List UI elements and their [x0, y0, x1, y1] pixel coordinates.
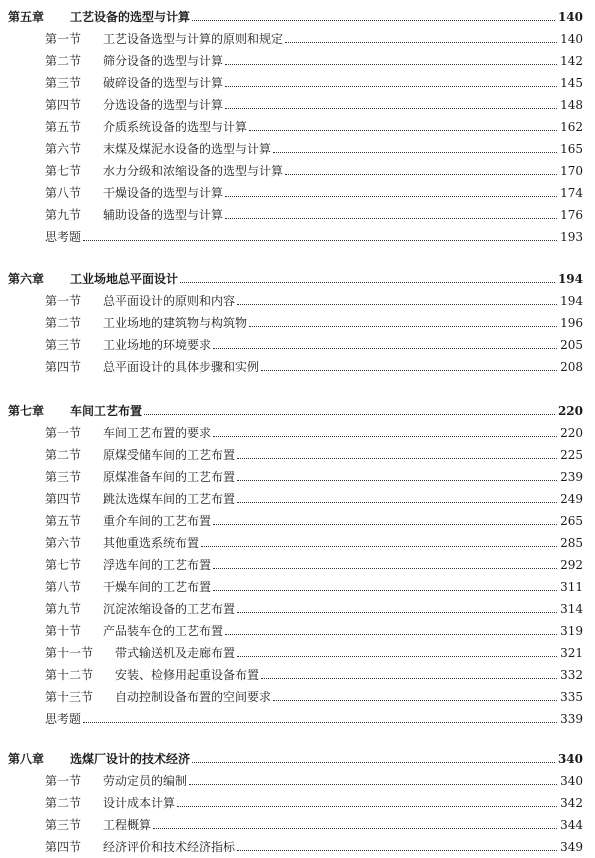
- section-entry[interactable]: [0, 660, 595, 682]
- page-number: 220: [560, 426, 583, 440]
- section-entry[interactable]: [0, 286, 595, 308]
- entry-title: 安装、检修用起重设备布置: [115, 668, 260, 682]
- entry-number: 第二节: [45, 796, 82, 810]
- exercise-entry[interactable]: [0, 704, 595, 726]
- entry-title: 工程概算: [103, 818, 152, 832]
- entry-number: 第六节: [45, 536, 82, 550]
- page-number: 332: [560, 668, 583, 682]
- entry-number: 第五节: [45, 120, 82, 134]
- entry-title: 自动控制设备布置的空间要求: [115, 690, 272, 704]
- page-number: 220: [557, 404, 583, 418]
- page-number: 208: [560, 360, 583, 374]
- exercise-entry[interactable]: [0, 222, 595, 244]
- page-number: 342: [560, 796, 583, 810]
- entry-title: 工业场地总平面设计: [70, 272, 179, 286]
- chapter-entry[interactable]: [0, 744, 595, 766]
- entry-number: 第十三节: [45, 690, 94, 704]
- entry-title: 重介车间的工艺布置: [103, 514, 212, 528]
- page-number: 194: [560, 294, 583, 308]
- entry-title: 干燥车间的工艺布置: [103, 580, 212, 594]
- dot-leader: [225, 633, 557, 635]
- entry-number: 第八节: [45, 580, 82, 594]
- dot-leader: [201, 545, 557, 547]
- section-entry[interactable]: [0, 330, 595, 352]
- entry-title: 选煤厂设计的技术经济: [70, 752, 191, 766]
- entry-number: 第三节: [45, 338, 82, 352]
- entry-title: 思考题: [45, 712, 82, 726]
- page-number: 340: [557, 752, 583, 766]
- dot-leader: [83, 721, 557, 723]
- page-number: 265: [560, 514, 583, 528]
- dot-leader: [225, 217, 557, 219]
- dot-leader: [237, 611, 557, 613]
- page-number: 196: [560, 316, 583, 330]
- section-entry[interactable]: [0, 90, 595, 112]
- entry-number: 第三节: [45, 818, 82, 832]
- entry-title: 介质系统设备的选型与计算: [103, 120, 248, 134]
- entry-title: 设计成本计算: [103, 796, 176, 810]
- dot-leader: [153, 827, 557, 829]
- entry-title: 车间工艺布置的要求: [103, 426, 212, 440]
- entry-title: 分选设备的选型与计算: [103, 98, 224, 112]
- entry-number: 第八节: [45, 186, 82, 200]
- entry-number: 第五章: [8, 10, 45, 24]
- entry-number: 第四节: [45, 98, 82, 112]
- dot-leader: [213, 523, 557, 525]
- section-entry[interactable]: [0, 594, 595, 616]
- entry-number: 第六节: [45, 142, 82, 156]
- section-entry[interactable]: [0, 766, 595, 788]
- dot-leader: [225, 85, 557, 87]
- entry-title: 劳动定员的编制: [103, 774, 188, 788]
- section-entry[interactable]: [0, 134, 595, 156]
- entry-number: 第五节: [45, 514, 82, 528]
- section-entry[interactable]: [0, 156, 595, 178]
- dot-leader: [213, 567, 557, 569]
- section-entry[interactable]: [0, 112, 595, 134]
- dot-leader: [83, 239, 557, 241]
- page-number: 193: [560, 230, 583, 244]
- dot-leader: [237, 655, 557, 657]
- page-number: 335: [560, 690, 583, 704]
- entry-number: 第九节: [45, 208, 82, 222]
- dot-leader: [249, 325, 557, 327]
- section-entry[interactable]: [0, 550, 595, 572]
- entry-number: 第十二节: [45, 668, 94, 682]
- page-number: 319: [560, 624, 583, 638]
- page-number: 292: [560, 558, 583, 572]
- entry-number: 第一节: [45, 774, 82, 788]
- entry-number: 第一节: [45, 294, 82, 308]
- page-number: 162: [560, 120, 583, 134]
- entry-number: 第三节: [45, 76, 82, 90]
- dot-leader: [273, 151, 557, 153]
- chapter-entry[interactable]: [0, 264, 595, 286]
- entry-number: 第十一节: [45, 646, 94, 660]
- section-entry[interactable]: [0, 178, 595, 200]
- entry-title: 总平面设计的原则和内容: [103, 294, 236, 308]
- page-number: 140: [557, 10, 583, 24]
- dot-leader: [237, 457, 557, 459]
- entry-number: 第七节: [45, 558, 82, 572]
- entry-number: 第三节: [45, 470, 82, 484]
- entry-number: 第六章: [8, 272, 45, 286]
- section-entry[interactable]: [0, 68, 595, 90]
- page-number: 344: [560, 818, 583, 832]
- entry-title: 沉淀浓缩设备的工艺布置: [103, 602, 236, 616]
- entry-number: 第十节: [45, 624, 82, 638]
- section-entry[interactable]: [0, 440, 595, 462]
- dot-leader: [285, 41, 557, 43]
- entry-title: 筛分设备的选型与计算: [103, 54, 224, 68]
- section-entry[interactable]: [0, 638, 595, 660]
- dot-leader: [192, 761, 555, 763]
- page-number: 174: [560, 186, 583, 200]
- dot-leader: [192, 19, 555, 21]
- entry-title: 带式输送机及走廊布置: [115, 646, 236, 660]
- entry-number: 第七章: [8, 404, 45, 418]
- entry-title: 末煤及煤泥水设备的选型与计算: [103, 142, 272, 156]
- entry-title: 水力分级和浓缩设备的选型与计算: [103, 164, 284, 178]
- section-entry[interactable]: [0, 200, 595, 222]
- dot-leader: [237, 479, 557, 481]
- page-number: 165: [560, 142, 583, 156]
- section-entry[interactable]: [0, 352, 595, 374]
- section-entry[interactable]: [0, 832, 595, 854]
- dot-leader: [237, 849, 557, 851]
- section-entry[interactable]: [0, 46, 595, 68]
- page-number: 311: [560, 580, 583, 594]
- page-number: 145: [560, 76, 583, 90]
- page-number: 321: [560, 646, 583, 660]
- section-entry[interactable]: [0, 528, 595, 550]
- entry-number: 第二节: [45, 448, 82, 462]
- section-entry[interactable]: [0, 462, 595, 484]
- entry-number: 第四节: [45, 360, 82, 374]
- entry-number: 第一节: [45, 426, 82, 440]
- dot-leader: [177, 805, 557, 807]
- entry-title: 浮选车间的工艺布置: [103, 558, 212, 572]
- entry-number: 第一节: [45, 32, 82, 46]
- section-entry[interactable]: [0, 682, 595, 704]
- page-number: 176: [560, 208, 583, 222]
- page-number: 249: [560, 492, 583, 506]
- dot-leader: [225, 195, 557, 197]
- section-entry[interactable]: [0, 24, 595, 46]
- page-number: 170: [560, 164, 583, 178]
- dot-leader: [213, 347, 557, 349]
- page-number: 194: [557, 272, 583, 286]
- page-number: 148: [560, 98, 583, 112]
- page-number: 142: [560, 54, 583, 68]
- entry-title: 破碎设备的选型与计算: [103, 76, 224, 90]
- entry-number: 第八章: [8, 752, 45, 766]
- entry-title: 产品装车仓的工艺布置: [103, 624, 224, 638]
- chapter-entry[interactable]: [0, 2, 595, 24]
- entry-title: 跳汰选煤车间的工艺布置: [103, 492, 236, 506]
- dot-leader: [189, 783, 557, 785]
- dot-leader: [237, 303, 557, 305]
- dot-leader: [261, 677, 557, 679]
- entry-title: 总平面设计的具体步骤和实例: [103, 360, 260, 374]
- entry-number: 第四节: [45, 840, 82, 854]
- entry-number: 第二节: [45, 54, 82, 68]
- entry-title: 思考题: [45, 230, 82, 244]
- dot-leader: [285, 173, 557, 175]
- entry-title: 其他重选系统布置: [103, 536, 200, 550]
- section-entry[interactable]: [0, 308, 595, 330]
- dot-leader: [249, 129, 557, 131]
- page-number: 205: [560, 338, 583, 352]
- entry-number: 第四节: [45, 492, 82, 506]
- dot-leader: [213, 435, 557, 437]
- section-entry[interactable]: [0, 616, 595, 638]
- entry-title: 原煤受储车间的工艺布置: [103, 448, 236, 462]
- dot-leader: [273, 699, 557, 701]
- entry-title: 干燥设备的选型与计算: [103, 186, 224, 200]
- entry-number: 第九节: [45, 602, 82, 616]
- page-number: 340: [560, 774, 583, 788]
- chapter-entry[interactable]: [0, 396, 595, 418]
- page-number: 140: [560, 32, 583, 46]
- page-number: 339: [560, 712, 583, 726]
- dot-leader: [237, 501, 557, 503]
- dot-leader: [144, 413, 555, 415]
- page-number: 349: [560, 840, 583, 854]
- section-entry[interactable]: [0, 506, 595, 528]
- page-number: 239: [560, 470, 583, 484]
- entry-title: 工艺设备的选型与计算: [70, 10, 191, 24]
- dot-leader: [213, 589, 557, 591]
- page-number: 225: [560, 448, 583, 462]
- entry-title: 工业场地的建筑物与构筑物: [103, 316, 248, 330]
- dot-leader: [180, 281, 555, 283]
- dot-leader: [225, 63, 557, 65]
- section-entry[interactable]: [0, 484, 595, 506]
- page-number: 314: [560, 602, 583, 616]
- section-entry[interactable]: [0, 572, 595, 594]
- dot-leader: [225, 107, 557, 109]
- entry-title: 辅助设备的选型与计算: [103, 208, 224, 222]
- entry-number: 第二节: [45, 316, 82, 330]
- entry-title: 车间工艺布置: [70, 404, 143, 418]
- entry-number: 第七节: [45, 164, 82, 178]
- dot-leader: [261, 369, 557, 371]
- entry-title: 原煤准备车间的工艺布置: [103, 470, 236, 484]
- section-entry[interactable]: [0, 810, 595, 832]
- entry-title: 工业场地的环境要求: [103, 338, 212, 352]
- entry-title: 工艺设备选型与计算的原则和规定: [103, 32, 284, 46]
- entry-title: 经济评价和技术经济指标: [103, 840, 236, 854]
- page-number: 285: [560, 536, 583, 550]
- section-entry[interactable]: [0, 418, 595, 440]
- section-entry[interactable]: [0, 788, 595, 810]
